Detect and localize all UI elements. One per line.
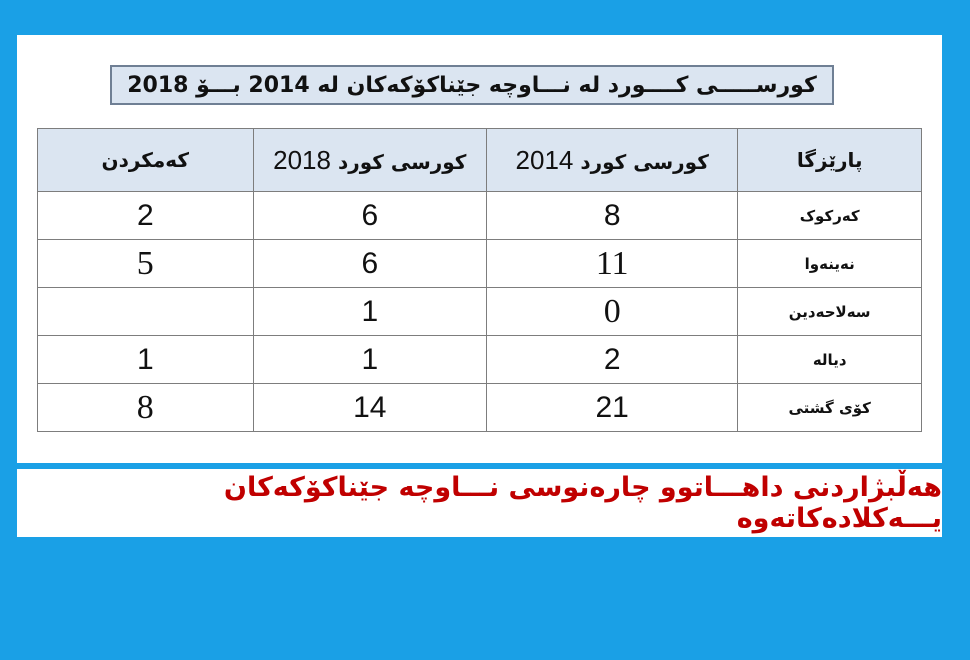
cell-seats-2018: 6 — [253, 192, 486, 240]
table-row — [38, 240, 922, 288]
cell-province: دیالە — [738, 336, 922, 384]
header-seats-2018-label: کورسی کورد — [337, 149, 467, 174]
cell-seats-2018: 6 — [253, 240, 486, 288]
seats-table — [37, 128, 922, 432]
header-seats-2018-year: 2018 — [273, 144, 331, 175]
cell-seats-2014: 8 — [487, 192, 738, 240]
table-title: کورســـــی کــــورد لە نـــاوچە جێناکۆکەکان لە 2014 بـــۆ 2018 — [110, 65, 834, 105]
cell-seats-2014: 21 — [487, 384, 738, 432]
cell-seats-2014: 2 — [487, 336, 738, 384]
cell-decrease: 2 — [38, 192, 254, 240]
cell-province: کۆی گشتی — [738, 384, 922, 432]
cell-seats-2014: 11 — [487, 240, 738, 288]
cell-seats-2018: 1 — [253, 288, 486, 336]
cell-province: سەلاحەدین — [738, 288, 922, 336]
cell-decrease: 5 — [38, 240, 254, 288]
table-row — [38, 336, 922, 384]
table-row — [38, 192, 922, 240]
header-province: پارێزگا — [738, 129, 922, 192]
table-header-row — [38, 129, 922, 192]
cell-decrease — [38, 288, 254, 336]
table-row-total — [38, 384, 922, 432]
cell-province: نەینەوا — [738, 240, 922, 288]
cell-decrease: 8 — [38, 384, 254, 432]
header-seats-2014-label: کورسی کورد — [580, 149, 709, 174]
content-card — [17, 35, 942, 463]
cell-seats-2014: 0 — [487, 288, 738, 336]
header-seats-2018 — [253, 129, 486, 192]
cell-province: کەرکوک — [738, 192, 922, 240]
header-decrease: کەمکردن — [38, 129, 254, 192]
header-seats-2014 — [487, 129, 738, 192]
cell-seats-2018: 1 — [253, 336, 486, 384]
cell-decrease: 1 — [38, 336, 254, 384]
table-row — [38, 288, 922, 336]
caption-banner: هەڵبژاردنی داهـــاتوو چارەنوسی نـــاوچە جێناکۆکەکان یـــەکلادەکاتەوە — [17, 469, 942, 537]
header-seats-2014-year: 2014 — [515, 144, 574, 175]
cell-seats-2018: 14 — [253, 384, 486, 432]
